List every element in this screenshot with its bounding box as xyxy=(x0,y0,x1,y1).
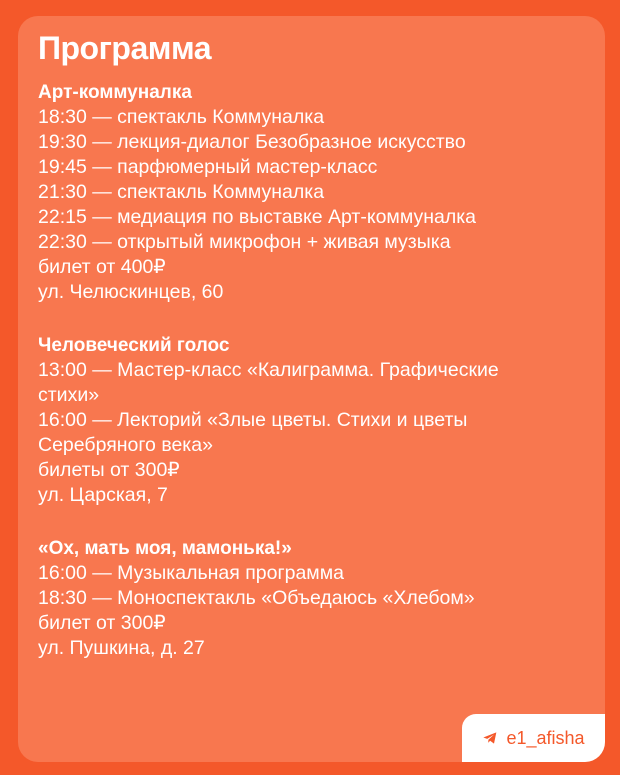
event-oh-mat-moya xyxy=(38,536,598,661)
event-line: 21:30 — спектакль Коммуналка xyxy=(38,181,325,203)
event-chelovecheskiy-golos xyxy=(38,333,598,508)
event-line: 22:30 — открытый микрофон + живая музыка xyxy=(38,231,451,253)
event-line: 18:30 — Моноспектакль «Объедаюсь «Хлебом» xyxy=(38,587,475,609)
event-address: ул. Пушкина, д. 27 xyxy=(38,637,205,659)
event-line: 16:00 — Музыкальная программа xyxy=(38,562,344,584)
channel-badge[interactable] xyxy=(462,714,605,762)
event-price: билет от 300₽ xyxy=(38,612,166,634)
event-name: Арт-коммуналка xyxy=(38,82,192,103)
event-name: Человеческий голос xyxy=(38,335,230,356)
event-line: 19:30 — лекция-диалог Безобразное искусство xyxy=(38,131,466,153)
event-line: 22:15 — медиация по выставке Арт-коммуналка xyxy=(38,206,477,228)
event-art-kommunalka xyxy=(38,80,598,305)
channel-name: e1_afisha xyxy=(506,727,585,748)
event-line: 18:30 — спектакль Коммуналка xyxy=(38,106,325,128)
event-address: ул. Челюскинцев, 60 xyxy=(38,281,224,303)
event-line: 13:00 — Мастер-класс «Калиграмма. Графические xyxy=(38,359,499,381)
event-address: ул. Царская, 7 xyxy=(38,484,168,506)
event-line: стихи» xyxy=(38,384,100,406)
page-title: Программа xyxy=(38,30,211,66)
event-name: «Ох, мать моя, мамонька!» xyxy=(38,538,292,559)
event-line: Серебряного века» xyxy=(38,434,213,456)
event-line: 19:45 — парфюмерный мастер-класс xyxy=(38,156,378,178)
event-price: билеты от 300₽ xyxy=(38,459,180,481)
program-list xyxy=(38,80,598,689)
event-line: 16:00 — Лекторий «Злые цветы. Стихи и цветы xyxy=(38,409,468,431)
event-price: билет от 400₽ xyxy=(38,256,166,278)
telegram-icon xyxy=(482,730,498,746)
